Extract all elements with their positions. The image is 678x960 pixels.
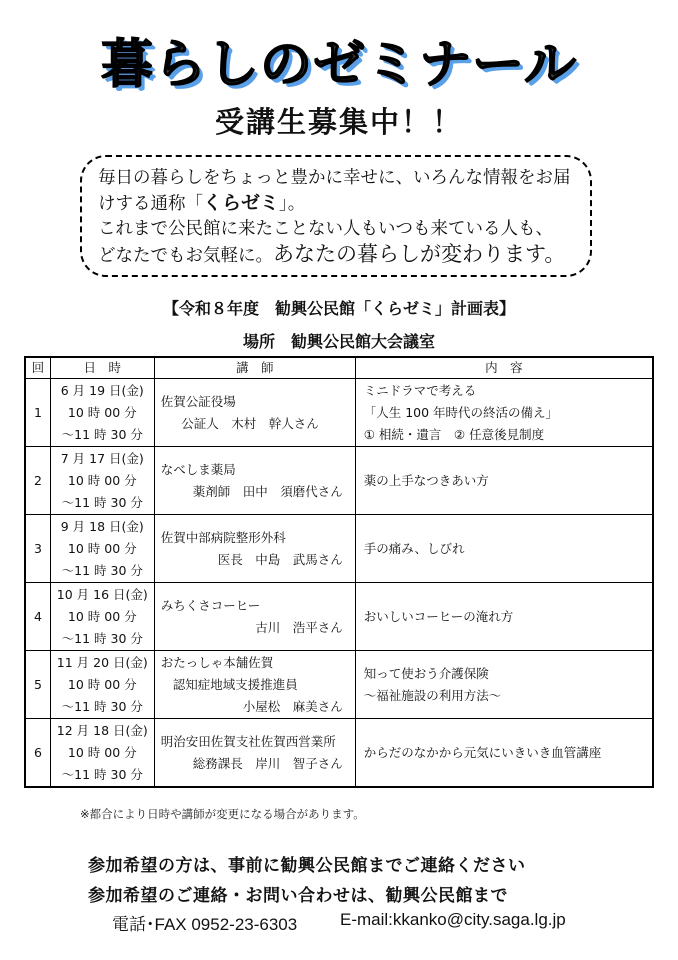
lecturer-org: おたっしゃ本舗佐賀: [160, 654, 274, 670]
lecturer-org: 明治安田佐賀支社佐賀西営業所: [160, 733, 336, 749]
session-content: [355, 719, 653, 788]
lecturer-name: 薬剤師 田中 須磨代さん: [192, 483, 343, 499]
lecturer-name: 医長 中島 武馬さん: [217, 551, 343, 567]
intro-line-2-pre: けする通称「: [98, 194, 203, 214]
session-end: ～11 時 30 分: [61, 562, 143, 578]
plan-heading: 【令和８年度 勧興公民館「くらゼミ」計画表】: [162, 299, 515, 318]
table-row: [25, 379, 653, 447]
table-row: [25, 583, 653, 651]
session-end: ～11 時 30 分: [61, 494, 143, 510]
session-start: 10 時 00 分: [67, 540, 137, 556]
session-start: 10 時 00 分: [67, 676, 137, 692]
lecturer-name: 古川 浩平さん: [255, 619, 343, 635]
lecturer-name: 公証人 木村 幹人さん: [181, 415, 319, 431]
intro-line-2: [98, 191, 576, 217]
session-datetime: [50, 515, 154, 583]
intro-line-1: 毎日の暮らしをちょっと豊かに幸せに、いろんな情報をお届: [98, 168, 571, 188]
lecturer-org: 佐賀中部病院整形外科: [160, 529, 286, 545]
intro-nickname: くらゼミ: [203, 192, 280, 214]
content-line: ～福祉施設の利用方法～: [363, 687, 502, 703]
session-end: ～11 時 30 分: [61, 426, 143, 442]
session-content: [355, 651, 653, 719]
contact-line-1: 参加希望の方は、事前に勧興公民館までご連絡ください: [88, 856, 526, 876]
header-number: 回: [25, 357, 50, 379]
content-line: 「人生 100 年時代の終活の備え」: [363, 404, 559, 420]
session-lecturer: [154, 651, 355, 719]
session-number: 5: [25, 651, 50, 719]
content-line: ミニドラマで考える: [363, 382, 477, 398]
session-number: 1: [25, 379, 50, 447]
content-line: ① 相続・遺言 ② 任意後見制度: [363, 426, 545, 442]
content-line: 薬の上手なつきあい方: [363, 472, 489, 488]
session-datetime: [50, 719, 154, 788]
intro-line-4: [98, 242, 576, 269]
schedule-note: ※都合により日時や講師が変更になる場合があります。: [80, 807, 365, 821]
lecturer-org: みちくさコーヒー: [160, 597, 261, 613]
content-line: 知って使おう介護保険: [363, 665, 489, 681]
session-content: [355, 583, 653, 651]
table-row: [25, 447, 653, 515]
header-lecturer: 講 師: [154, 357, 355, 379]
table-header-row: [25, 357, 653, 379]
page-title: 暮らしのゼミナール: [101, 35, 577, 95]
intro-line-3: これまで公民館に来たことない人もいつも来ている人も、: [98, 219, 553, 239]
lecturer-name: 総務課長 岸川 智子さん: [192, 755, 343, 771]
session-datetime: [50, 651, 154, 719]
session-start: 10 時 00 分: [67, 472, 137, 488]
session-end: ～11 時 30 分: [61, 630, 143, 646]
session-number: 2: [25, 447, 50, 515]
session-number: 4: [25, 583, 50, 651]
session-datetime: [50, 379, 154, 447]
session-content: [355, 447, 653, 515]
content-line: 手の痛み、しびれ: [363, 540, 465, 556]
lecturer-role: 認知症地域支援推進員: [172, 676, 298, 692]
table-row: [25, 515, 653, 583]
session-start: 10 時 00 分: [67, 608, 137, 624]
session-content: [355, 379, 653, 447]
header-content: 内 容: [355, 357, 653, 379]
intro-box: [80, 155, 592, 277]
page-subtitle: 受講生募集中！！: [214, 105, 463, 139]
session-end: ～11 時 30 分: [61, 766, 143, 782]
lecturer-name: 小屋松 麻美さん: [242, 698, 343, 714]
session-lecturer: [154, 379, 355, 447]
content-line: からだのなかから元気にいきいき血管講座: [363, 744, 602, 760]
table-row: [25, 651, 653, 719]
session-date: 9 月 18 日(金): [60, 518, 144, 534]
schedule-table: [24, 356, 654, 788]
session-lecturer: [154, 719, 355, 788]
contact-line-2: 参加希望のご連絡・お問い合わせは、勧興公民館まで: [88, 886, 508, 906]
lecturer-org: なべしま薬局: [160, 461, 236, 477]
session-content: [355, 515, 653, 583]
lecturer-org: 佐賀公証役場: [160, 393, 236, 409]
session-number: 6: [25, 719, 50, 788]
intro-line-2-post: 」。: [279, 194, 306, 214]
session-date: 6 月 19 日(金): [60, 382, 144, 398]
intro-catchphrase: あなたの暮らしが変わります。: [273, 242, 566, 266]
session-date: 11 月 20 日(金): [56, 654, 148, 670]
session-date: 10 月 16 日(金): [56, 586, 148, 602]
venue-label: 場所 勧興公民館大会議室: [242, 332, 435, 351]
header-datetime: 日 時: [50, 357, 154, 379]
email-address: E-mail:kkanko@city.saga.lg.jp: [340, 910, 566, 929]
phone-fax: 電話･FAX 0952-23-6303: [112, 915, 298, 934]
session-lecturer: [154, 515, 355, 583]
table-row: [25, 719, 653, 788]
session-start: 10 時 00 分: [67, 404, 137, 420]
session-number: 3: [25, 515, 50, 583]
session-lecturer: [154, 583, 355, 651]
session-lecturer: [154, 447, 355, 515]
session-end: ～11 時 30 分: [61, 698, 143, 714]
session-date: 7 月 17 日(金): [60, 450, 144, 466]
session-start: 10 時 00 分: [67, 744, 137, 760]
intro-line-4-pre: どなたでもお気軽に。: [98, 246, 273, 266]
session-datetime: [50, 583, 154, 651]
session-date: 12 月 18 日(金): [56, 722, 148, 738]
content-line: おいしいコーヒーの淹れ方: [363, 608, 514, 624]
session-datetime: [50, 447, 154, 515]
